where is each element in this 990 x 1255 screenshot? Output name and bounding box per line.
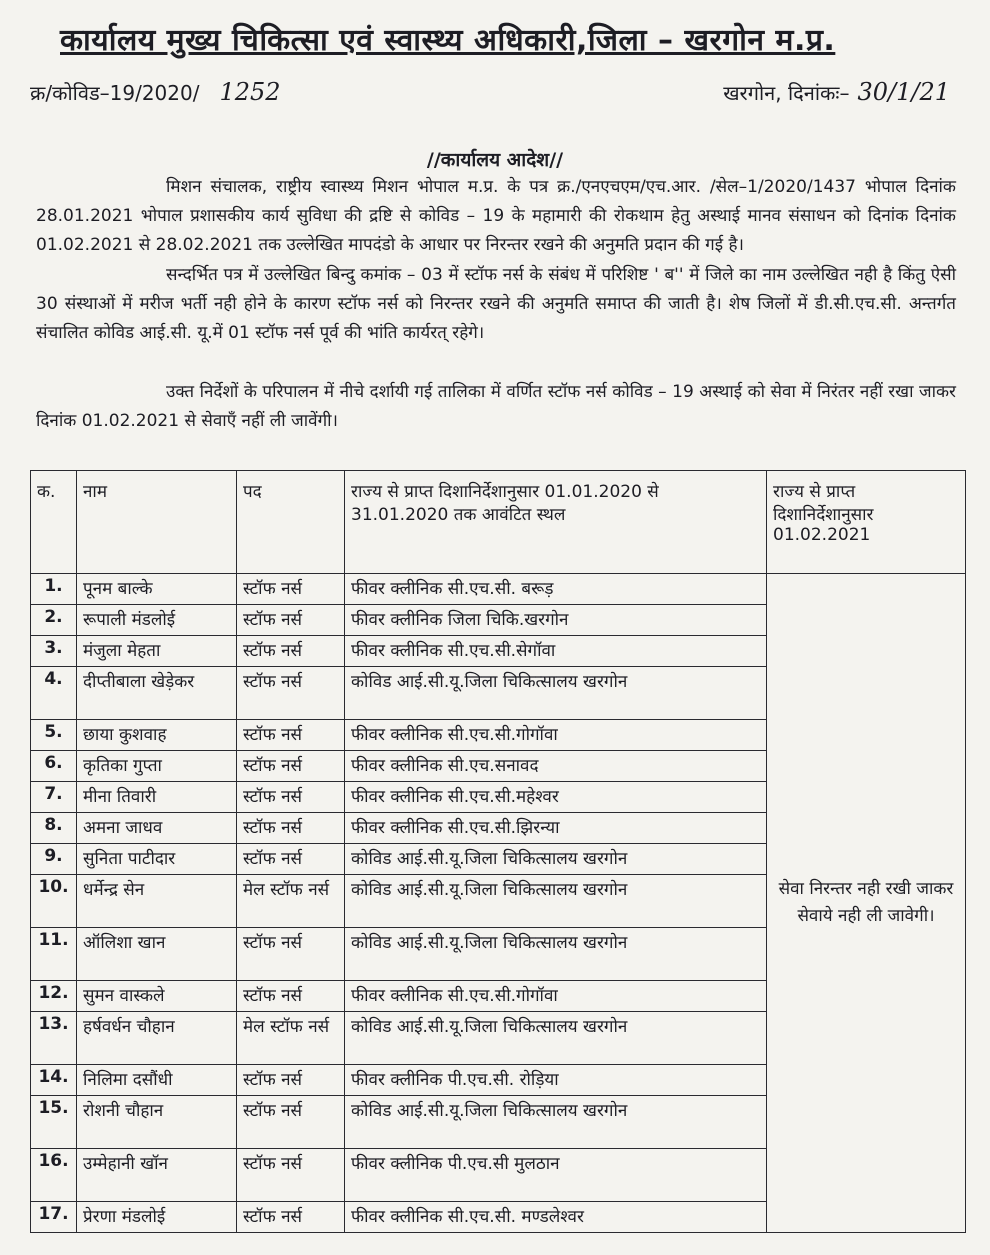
cell-post: स्टॉफ नर्स (237, 1065, 345, 1096)
cell-name: उम्मेहानी खॉन (77, 1149, 237, 1202)
cell-sno: 8. (31, 813, 77, 844)
cell-place: कोविड आई.सी.यू.जिला चिकित्सालय खरगोन (345, 1012, 767, 1065)
cell-name: रूपाली मंडलोई (77, 605, 237, 636)
cell-name: रोशनी चौहान (77, 1096, 237, 1149)
order-paragraph-3 (36, 378, 956, 436)
cell-sno: 17. (31, 1202, 77, 1233)
paragraph-1-text: मिशन संचालक, राष्ट्रीय स्वास्थ्य मिशन भोपाल म.प्र. के पत्र क्र./एनएचएम/एच.आर. /सेल–1/2020/1437 भोपाल दिनांक 28.01.2021 भोपाल प्रशासकीय कार्य सुविधा की द्रष्टि से कोविड – 19 के महामारी की रोकथाम हेतु अस्थाई मानव संसाधन को दिनांक दिनांक 01.02.2021 से 28.02.2021 तक उल्लेखित मापदंडो के आधार पर निरन्तर रखने की अनुमति प्रदान की गई है। (36, 177, 956, 255)
cell-place: फीवर क्लीनिक सी.एच.सी. बरूड़ (345, 574, 767, 605)
cell-place: कोविड आई.सी.यू.जिला चिकित्सालय खरगोन (345, 875, 767, 928)
table-row (31, 574, 966, 605)
cell-name: कृतिका गुप्ता (77, 751, 237, 782)
staff-table (30, 470, 966, 1233)
cell-place: फीवर क्लीनिक पी.एच.सी. रोड़िया (345, 1065, 767, 1096)
cell-post: स्टॉफ नर्स (237, 720, 345, 751)
cell-post: स्टॉफ नर्स (237, 574, 345, 605)
cell-place: फीवर क्लीनिक सी.एच.सी.गोगॉवा (345, 981, 767, 1012)
cell-name: सुनिता पाटीदार (77, 844, 237, 875)
header-sno: क. (31, 471, 77, 574)
cell-sno: 4. (31, 667, 77, 720)
cell-name: सुमन वास्कले (77, 981, 237, 1012)
cell-sno: 6. (31, 751, 77, 782)
cell-name: दीप्तीबाला खेड़ेकर (77, 667, 237, 720)
order-heading: //कार्यालय आदेश// (426, 149, 564, 171)
cell-place: फीवर क्लीनिक सी.एच.सी. मण्डलेश्वर (345, 1202, 767, 1233)
cell-post: स्टॉफ नर्स (237, 667, 345, 720)
cell-name: धर्मेन्द्र सेन (77, 875, 237, 928)
paragraph-3-text: उक्त निर्देशों के परिपालन में नीचे दर्शायी गई तालिका में वर्णित स्टॉफ नर्स कोविड – 19 अस्थाई को सेवा में निरंतर नहीं रखा जाकर दिनांक 01.02.2021 से सेवाएँ नहीं ली जावेंगी। (36, 382, 956, 431)
header-place: राज्य से प्राप्त दिशानिर्देशानुसार 01.01.2020 से 31.01.2020 तक आवंटित स्थल (345, 471, 767, 574)
header-status: राज्य से प्राप्त दिशानिर्देशानुसार 01.02.2021 (767, 471, 966, 574)
cell-post: स्टॉफ नर्स (237, 605, 345, 636)
place-date-block (723, 78, 950, 106)
cell-name: मंजुला मेहता (77, 636, 237, 667)
cell-place: फीवर क्लीनिक सी.एच.सी.सेगॉवा (345, 636, 767, 667)
cell-name: पूनम बाल्के (77, 574, 237, 605)
cell-sno: 13. (31, 1012, 77, 1065)
cell-post: स्टॉफ नर्स (237, 928, 345, 981)
handwritten-date: 30/1/21 (857, 78, 950, 106)
cell-post: स्टॉफ नर्स (237, 813, 345, 844)
cell-place: फीवर क्लीनिक जिला चिकि.खरगोन (345, 605, 767, 636)
reference-prefix: क्र/कोविड–19/2020/ (30, 81, 200, 105)
cell-place: कोविड आई.सी.यू.जिला चिकित्सालय खरगोन (345, 1096, 767, 1149)
cell-sno: 14. (31, 1065, 77, 1096)
cell-name: अमना जाधव (77, 813, 237, 844)
order-paragraph-1 (36, 173, 956, 260)
cell-post: स्टॉफ नर्स (237, 636, 345, 667)
cell-post: स्टॉफ नर्स (237, 782, 345, 813)
cell-post: स्टॉफ नर्स (237, 844, 345, 875)
header-name: नाम (77, 471, 237, 574)
cell-sno: 2. (31, 605, 77, 636)
cell-place: कोविड आई.सी.यू.जिला चिकित्सालय खरगोन (345, 928, 767, 981)
cell-name: प्रेरणा मंडलोई (77, 1202, 237, 1233)
table-header-row (31, 471, 966, 574)
header-post: पद (237, 471, 345, 574)
cell-sno: 12. (31, 981, 77, 1012)
cell-sno: 3. (31, 636, 77, 667)
cell-place: फीवर क्लीनिक सी.एच.सी.झिरन्या (345, 813, 767, 844)
cell-name: ऑलिशा खान (77, 928, 237, 981)
reference-number-block (30, 78, 281, 106)
cell-sno: 9. (31, 844, 77, 875)
reference-number: 1252 (219, 78, 281, 106)
cell-post: स्टॉफ नर्स (237, 1149, 345, 1202)
cell-place: फीवर क्लीनिक सी.एच.सी.महेश्वर (345, 782, 767, 813)
cell-place: फीवर क्लीनिक पी.एच.सी मुलठान (345, 1149, 767, 1202)
cell-post: मेल स्टॉफ नर्स (237, 1012, 345, 1065)
cell-place: फीवर क्लीनिक सी.एच.सी.गोगॉवा (345, 720, 767, 751)
reference-line (30, 78, 960, 118)
cell-name: हर्षवर्धन चौहान (77, 1012, 237, 1065)
cell-sno: 10. (31, 875, 77, 928)
cell-post: स्टॉफ नर्स (237, 1096, 345, 1149)
office-title: कार्यालय मुख्य चिकित्सा एवं स्वास्थ्य अधिकारी,जिला – खरगोन म.प्र. (60, 23, 836, 58)
cell-post: मेल स्टॉफ नर्स (237, 875, 345, 928)
place-date-label: खरगोन, दिनांकः– (723, 81, 850, 105)
cell-sno: 5. (31, 720, 77, 751)
cell-place: कोविड आई.सी.यू.जिला चिकित्सालय खरगोन (345, 844, 767, 875)
cell-sno: 1. (31, 574, 77, 605)
cell-post: स्टॉफ नर्स (237, 1202, 345, 1233)
cell-post: स्टॉफ नर्स (237, 981, 345, 1012)
order-paragraph-2 (36, 261, 956, 348)
cell-name: छाया कुशवाह (77, 720, 237, 751)
cell-place: कोविड आई.सी.यू.जिला चिकित्सालय खरगोन (345, 667, 767, 720)
cell-sno: 16. (31, 1149, 77, 1202)
cell-place: फीवर क्लीनिक सी.एच.सनावद (345, 751, 767, 782)
cell-name: मीना तिवारी (77, 782, 237, 813)
cell-post: स्टॉफ नर्स (237, 751, 345, 782)
cell-name: निलिमा दसौंधी (77, 1065, 237, 1096)
cell-sno: 11. (31, 928, 77, 981)
status-remark: सेवा निरन्तर नही रखी जाकर सेवाये नही ली जावेगी। (767, 574, 966, 1233)
cell-sno: 7. (31, 782, 77, 813)
cell-sno: 15. (31, 1096, 77, 1149)
paragraph-2-text: सन्दर्भित पत्र में उल्लेखित बिन्दु कमांक – 03 में स्टॉफ नर्स के संबंध में परिशिष्ट ' ब'' में जिले का नाम उल्लेखित नही है किंतु ऐसी 30 संस्थाओं में मरीज भर्ती नही होने के कारण स्टॉफ नर्स को निरन्तर रखने की अनुमति समाप्त की जाती है। शेष जिलों में डी.सी.एच.सी. अन्तर्गत संचालित कोविड आई.सी. यू.में 01 स्टॉफ नर्स पूर्व की भांति कार्यरत् रहेगे। (36, 265, 956, 343)
